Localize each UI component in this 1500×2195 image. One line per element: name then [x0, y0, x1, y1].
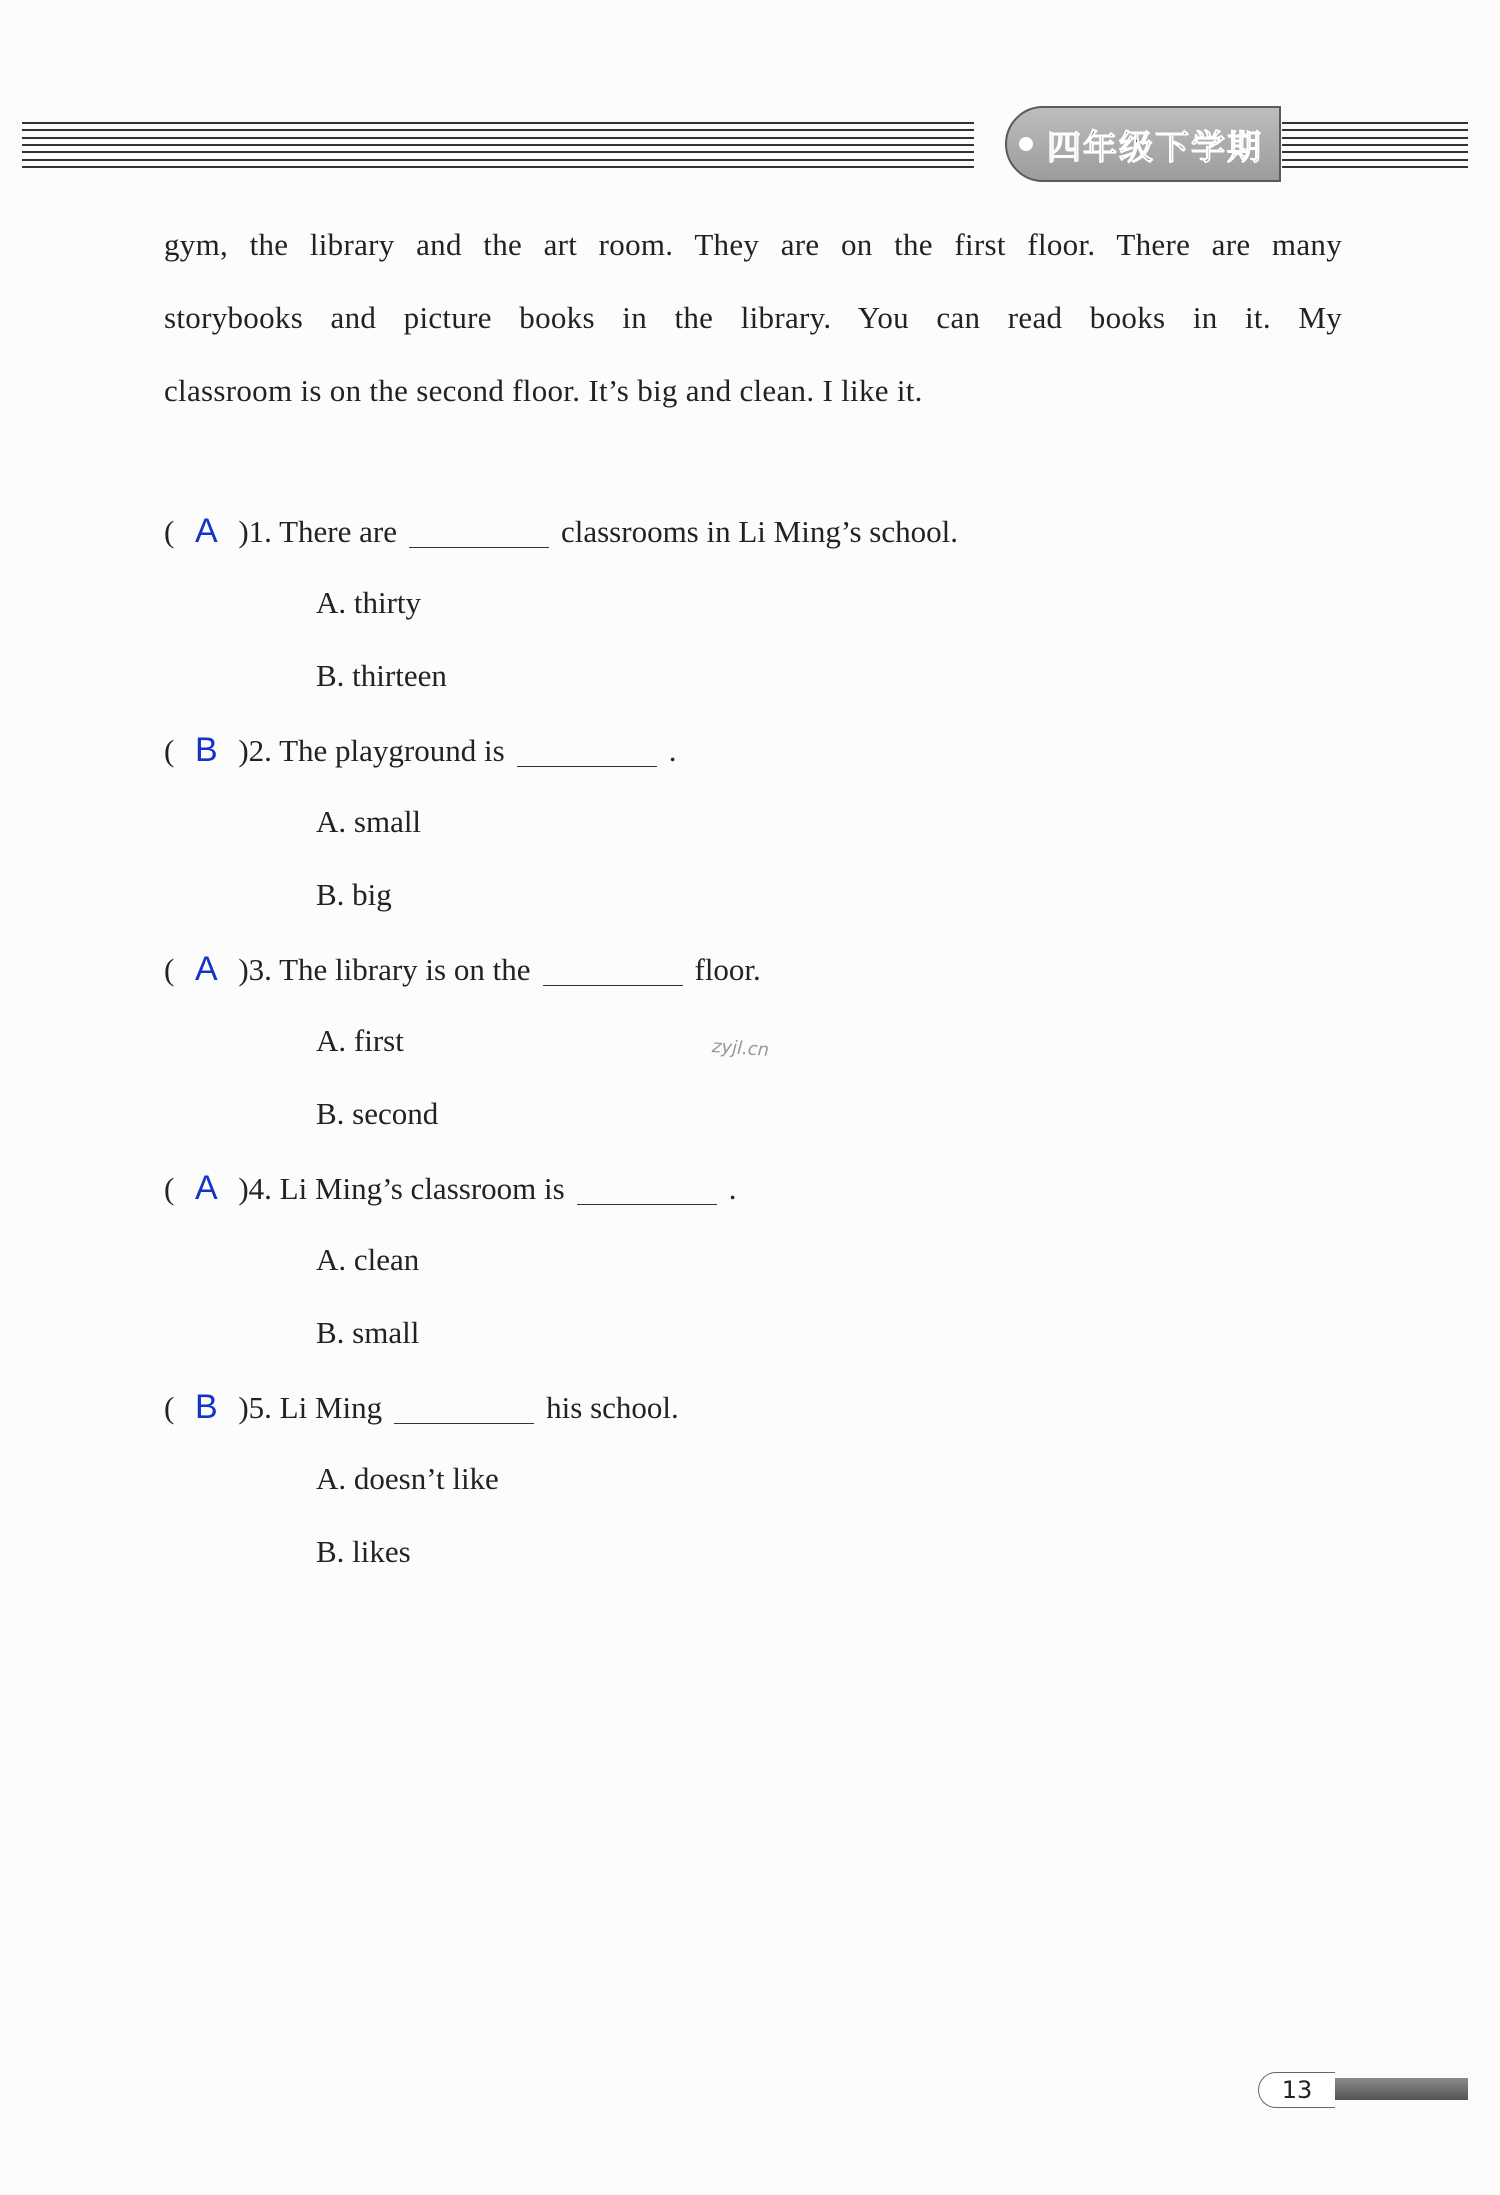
option-5b[interactable]: B. likes	[316, 1534, 411, 1569]
question-3: ( A )3. The library is on the floor.	[164, 950, 761, 988]
question-text: classrooms in Li Ming’s school.	[560, 514, 958, 549]
question-text: Li Ming’s classroom is	[279, 1171, 565, 1206]
question-text: his school.	[546, 1390, 679, 1425]
answer-blank[interactable]	[577, 1174, 717, 1205]
footer-bar	[1330, 2078, 1468, 2100]
question-number: 3.	[248, 952, 272, 987]
page-number: 13	[1258, 2072, 1335, 2108]
answer-5[interactable]: B	[194, 1388, 218, 1426]
question-2: ( B )2. The playground is .	[164, 731, 677, 769]
question-number: 4.	[248, 1171, 272, 1206]
question-4: ( A )4. Li Ming’s classroom is .	[164, 1169, 737, 1207]
header-rule-right	[1282, 122, 1468, 168]
option-3a[interactable]: A. first	[316, 1023, 404, 1058]
passage-line: gym, the library and the art room. They are on the first floor. There are many	[164, 227, 1342, 262]
question-number: 1.	[248, 514, 272, 549]
answer-blank[interactable]	[409, 517, 549, 548]
option-5a[interactable]: A. doesn’t like	[316, 1461, 499, 1496]
grade-tab	[1005, 106, 1281, 182]
question-text: Li Ming	[279, 1390, 383, 1425]
watermark: zyjl.cn	[711, 1036, 770, 1061]
answer-1[interactable]: A	[194, 512, 218, 550]
question-text: The library is on the	[279, 952, 531, 987]
question-text: .	[668, 733, 677, 768]
option-1b[interactable]: B. thirteen	[316, 658, 447, 693]
option-4b[interactable]: B. small	[316, 1315, 420, 1350]
question-text: .	[728, 1171, 737, 1206]
answer-blank[interactable]	[543, 955, 683, 986]
answer-3[interactable]: A	[194, 950, 218, 988]
question-1: ( A )1. There are classrooms in Li Ming’s school.	[164, 512, 958, 550]
passage-line: classroom is on the second floor. It’s big and clean. I like it.	[164, 373, 923, 408]
passage-line: storybooks and picture books in the library. You can read books in it. My	[164, 300, 1342, 335]
question-number: 5.	[248, 1390, 272, 1425]
question-text: The playground is	[279, 733, 505, 768]
question-text: floor.	[694, 952, 761, 987]
answer-4[interactable]: A	[194, 1169, 218, 1207]
question-text: There are	[279, 514, 397, 549]
option-2b[interactable]: B. big	[316, 877, 392, 912]
reading-passage	[164, 208, 1342, 427]
option-3b[interactable]: B. second	[316, 1096, 439, 1131]
question-number: 2.	[248, 733, 272, 768]
option-2a[interactable]: A. small	[316, 804, 422, 839]
option-1a[interactable]: A. thirty	[316, 585, 422, 620]
answer-blank[interactable]	[394, 1393, 534, 1424]
tab-dot-icon	[1019, 137, 1033, 151]
question-5: ( B )5. Li Ming his school.	[164, 1388, 679, 1426]
grade-tab-title: 四年级下学期	[1047, 127, 1263, 168]
answer-2[interactable]: B	[194, 731, 218, 769]
header-rule-left	[22, 122, 974, 168]
option-4a[interactable]: A. clean	[316, 1242, 420, 1277]
answer-blank[interactable]	[517, 736, 657, 767]
